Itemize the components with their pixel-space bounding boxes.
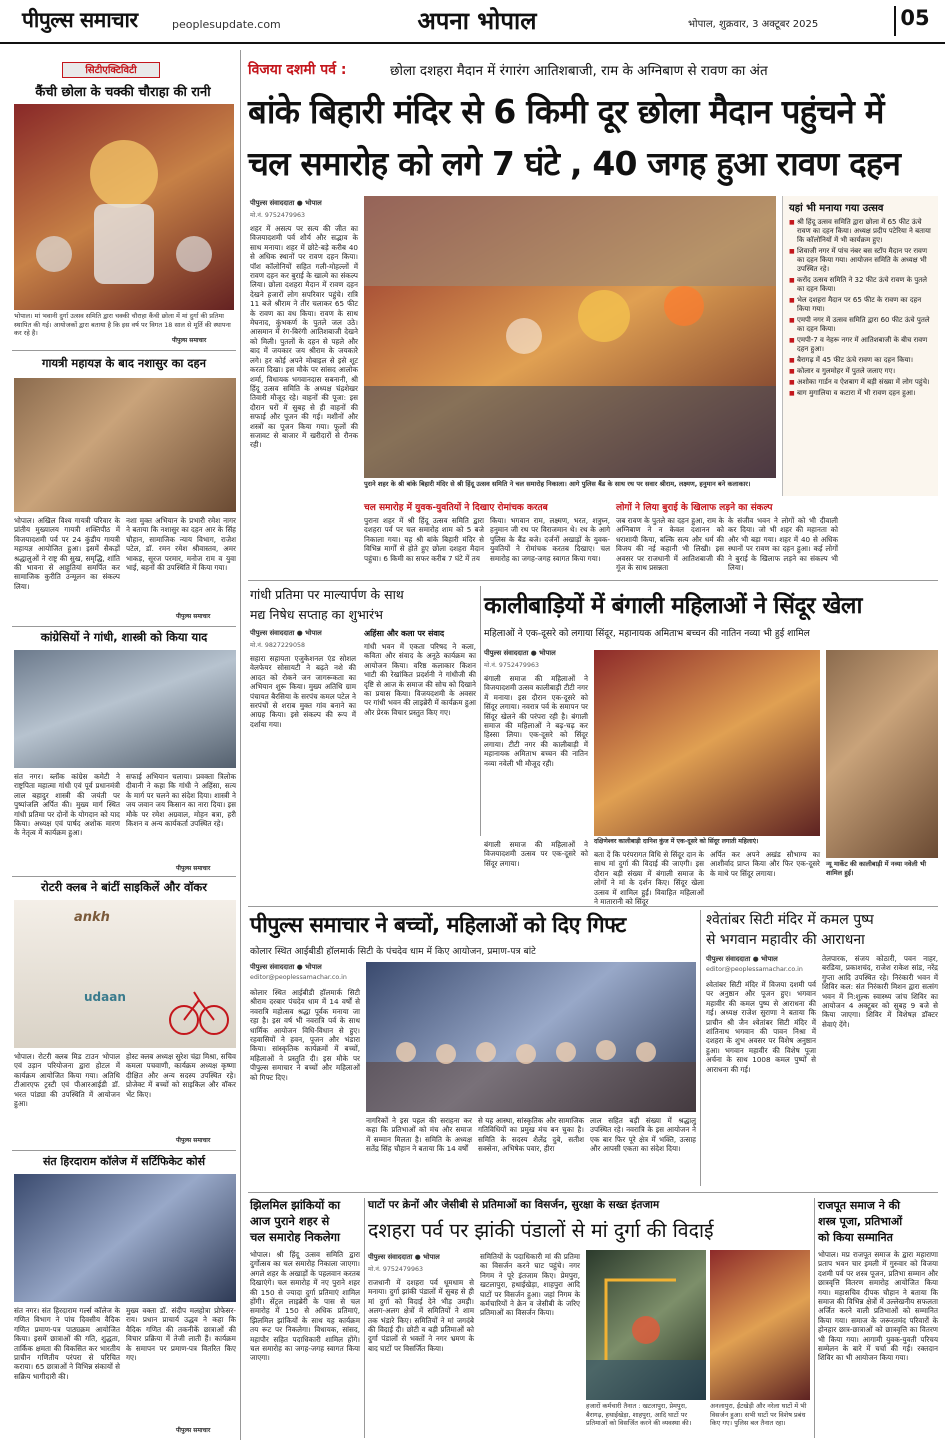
divider [12,876,236,877]
visarjan-caption-left: हजारों कर्मचारी तैनात : खटलापुरा, प्रेमपुरा, बैरागढ़, हथाईखेड़ा, शाहपुरा, आदि घाटों पर प्रतिमाओं को विसर्जित करने की व्यवस्था की। [586,1402,692,1427]
jain-headline-line2: से भगवान महावीर की आराधना [706,932,865,948]
page-number: 05 [894,6,934,36]
udaan-banner: udaan [84,990,126,1004]
lead-sub2-col2: के संजीव भवन ने लोगों को भी दीवाली कर दिया। जो भी शहर की महानता को और भी बड़ा गया। शहर में 40 से अधिक स्थानों पर रावण का दहन हुआ। कई लोगों ने बुराई के खिलाफ लड़ने का संकल्प भी लिया। [728,516,838,573]
lead-byline: पीपुल्स संवाददाता ● भोपाल [250,199,322,207]
visarjan-headline: दशहरा पर्व पर झांकी पंडालों से मां दुर्गा की विदाई [368,1219,714,1242]
gift-col1: कोलार स्थित आईबीडी हॉलमार्क सिटी श्रीराम दरबार पंचदेव धाम में 14 वर्षों से नवरात्रि महोत्सव श्रद्धा पूर्वक मनाया जा रहा है। इस वर्ष भी नवरात्रि पर्व के साथ धार्मिक आयोजन विधि-विधान से हुए। रहवासियों ने हवन, पूजन और भंडारा किया। सांस्कृतिक कार्यक्रमों में बच्चों, महिलाओं ने प्रस्तुति दी। इस मौके पर पीपुल्स समाचार ने बच्चों और महिलाओं को गिफ्ट दिए। [250,988,360,1082]
visarjan-photo-left [586,1250,706,1400]
sidebar-list-item: ■ करोंद उत्सव समिति ने 32 फीट ऊंचे रावण के पुतले का दहन किया। [789,276,932,294]
durga-idol-illustration [14,104,234,310]
sant-col2: मुख्य वक्ता डॉ. संदीप मलहोत्रा प्रोफेसर-राय। प्रधान प्राचार्य उद्धव ने कहा कि वैदिक गणित की तकनीकें छात्राओं की विचार प्रक्रिया में तेजी लाती हैं। कार्यक्रम के समापन पर प्रमाण-पत्र वितरित किए गए। [126,1306,236,1363]
gayatri-col1: भोपाल। अखिल विश्व गायत्री परिवार के प्रांतीय मुख्यालय गायत्री शक्तिपीठ में विजयादशमी पर्व पर 24 कुंडीय गायत्री महायज्ञ आयोजित हुआ। इसमें सैकड़ों श्रद्धालुओं ने राष्ट्र की सुख, समृद्धि, शांति की भावना से आहुतियां समर्पित कर सामाजिक कुरीति उन्मूलन का संकल्प लिया। [14,516,120,591]
kalibadi-strap: महिलाओं ने एक-दूसरे को लगाया सिंदूर, महानायक अमिताभ बच्चन की नातिन नव्या भी हुई शामिल [484,628,810,639]
gift-headline: पीपुल्स समाचार ने बच्चों, महिलाओं को दिए गिफ्ट [250,913,626,938]
rotary-byline: पीपुल्स समाचार [176,1137,211,1144]
rajput-body: भोपाल। मप्र राजपूत समाज के द्वारा महाराणा प्रताप भवन चार इमली में गुरुवार को विजया दशमी पर्व पर शस्त्र पूजन, प्रतिभा सम्मान और छात्रवृत्ति वितरण समारोह आयोजित किया गया। महासचिव दीपक चौहान ने बताया कि समाज की विभिन्न क्षेत्रों में उल्लेखनीय सफलता अर्जित करने वाली प्रतिभाओं को सम्मानित किया गया। समाज के जरूरतमंद परिवारों के होनहार छात्र-छात्राओं को छात्रवृत्ति का वितरण भी किया गया। आगामी युवक-युवती परिचय सम्मेलन के बारे में चर्चा की गई। रक्तदान शिविर का भी आयोजन किया गया। [818,1250,938,1363]
procession-illustration [364,196,776,478]
visarjan-mobile: मो.नं. 9752479963 [368,1266,423,1273]
kalibadi-byline: पीपुल्स संवाददाता ● भोपाल [484,649,556,657]
sidebar-list-item: ■ शिवाजी नगर में पांच नंबर बस स्टॉप मैदान पर रावण का दहन किया गया। आयोजन समिति के अध्यक्ष भी उपस्थित रहे। [789,247,932,274]
congress-byline: पीपुल्स समाचार [176,865,211,872]
column-divider [814,1198,815,1438]
sidebar-list-item: ■ कोलार व गुलमोहर में पुतले जलाए गए। [789,367,932,376]
kalibadi-col3: अर्पित कर अपने अखंड सौभाग्य का आशीर्वाद प्राप्त किया और फिर एक-दूसरे के माथे पर सिंदूर लगाया। [710,850,820,878]
ankh-banner: ankh [74,910,110,925]
gandhi-col1: सहारा सहायता एजुकेशनल एंड सोशल वेलफेयर सोसायटी ने बढ़ते नशे की आदत को रोकने जन जागरूकता का अभियान शुरू किया। मुख्य अतिथि ग्राम पंचायत बैरसिया के सरपंच कमल पटेल ने सरपंचों से शराब मुक्त गांव बनाने का आग्रह किया। इसे संकल्प की रूप में दर्शाया गया। [250,654,356,729]
lead-strap-row [248,60,938,82]
column-divider [240,50,241,1440]
kalibadi-mobile: मो.नं. 9752479963 [484,662,539,669]
sidebar-headline: यहां भी मनाया गया उत्सव [789,203,884,214]
divider [12,350,236,351]
section-title: अपना भोपाल [417,7,537,35]
gift-strap: कोलार स्थित आईबीडी हॉलमार्क सिटी के पंचदेव धाम में किए आयोजन, प्रमाण-पत्र बांटे [250,946,536,957]
city-activity-caption: भोपाल। मां भवानी दुर्गा उत्सव समिति द्वारा चक्की चौराहा कैंची छोला में मां दुर्गा की प्रतिमा स्थापित की गई। आयोजकों द्वारा बताया है कि इस वर्ष पर विगत 18 साल से मूर्ति की स्थापना कर रहे है। [14,312,231,337]
kalibadi-photo [594,650,820,836]
gandhi-headline-line2: मद्य निषेध सप्ताह का शुभारंभ [250,607,383,622]
congress-col1: संत नगर। ब्लॉक कांग्रेस कमेटी ने राष्ट्रपिता महात्मा गांधी एवं पूर्व प्रधानमंत्री लाल बहादुर शास्त्री की जयंती पर पुष्पांजलि अर्पित की। मुख्य मार्ग स्थित गांधी प्रतिमा पर दोनों के योगदान को याद किया। अध्यक्ष एवं पार्षद अशोक मारण के नेतृत्व में कार्यक्रम हुआ। [14,772,120,838]
sidebar-list-item: ■ भेल दशहरा मैदान पर 65 फीट के रावण का दहन किया गया। [789,296,932,314]
gift-email[interactable]: editor@peoplessamachar.co.in [250,974,347,981]
lead-photo [364,196,776,478]
lead-sub2-col1: जब रावण के पुतले का दहन हुआ, राम के अग्निबाण ने न केवल दशानन को धराशायी किया, बल्कि सत्य और धर्म की विजय की नई कहानी भी लिखी। इस अवसर पर राजधानी में आतिशबाजी की गूंज के साथ प्रसन्नता [616,516,724,573]
dateline: भोपाल, शुक्रवार, 3 अक्टूबर 2025 [688,19,819,30]
lead-kicker: विजया दशमी पर्व : [248,62,347,78]
rajput-headline-line2: शस्त्र पूजा, प्रतिभाओं [818,1215,903,1228]
lead-sub1-headline: चल समारोह में युवक-युवतियों ने दिखाए रोमांचक करतब [364,503,548,513]
gandhi-col2: गांधी भवन में एकता परिषद ने कला, कविता और संवाद के अनूठे कार्यक्रम का आयोजन किया। वरिष्ठ कलाकार किशन भाटी की रेखांकित प्रदर्शनी ने गांधीजी की दृष्टि से आज के समाज की सोच को दिखाने का प्रयास किया। विजयदशमी के अवसर पर गांधी भवन की लाइब्रेरी में कार्यक्रम हुआ और प्रेरक विचार प्रस्तुत किए गए। [364,642,476,717]
lead-headline-line1: बांके बिहारी मंदिर से 6 किमी दूर छोला मैदान पहुंचने में [248,92,884,131]
congress-col2: सफाई अभियान चलाया। प्रवक्ता त्रिलोक दीवानी ने कहा कि गांधी ने अहिंसा, सत्य के मार्ग पर चलने का संदेश दिया। शास्त्री ने जय जवान जय किसान का नारा दिया। इस मौके पर रमेश अग्रवाल, मोहन बत्रा, हरी किशन व अन्य कार्यकर्ता उपस्थित रहे। [126,772,236,829]
masthead [0,0,945,44]
column-divider [480,586,481,836]
gandhi-byline: पीपुल्स संवाददाता ● भोपाल [250,629,322,637]
kalibadi-col1: बंगाली समाज की महिलाओं ने विजयादशमी उत्सव कालीबाड़ी टीटी नगर में मनाया। इस दौरान एक-दूसरे को सिंदूर लगाया। नवरात्र पर्व के समापन पर सिंदूर खेलने की परंपरा रही है। बंगाली समाज की महिलाओं ने बढ़-चढ़ कर हिस्सा लिया। एक-दूसरे को सिंदूर लगाया। टीटी नगर की कालीबाड़ी में महानायक अमिताभ बच्चन की नातिन नव्या नवेली भी मौजूद रही। [484,674,588,768]
congress-headline: कांग्रेसियों ने गांधी, शास्त्री को किया याद [40,630,208,644]
rajput-headline-line1: राजपूत समाज ने की [818,1199,900,1212]
sidebar-list-item: ■ एमपी-7 व नेहरू नगर में आतिशबाजी के बीच रावण दहन हुआ। [789,336,932,354]
kalibadi-col2: बता दें कि परंपरागत विधि से सिंदूर दान के साथ मां दुर्गा की विदाई की जाएगी। इस दौरान बड़ी संख्या में बंगाली समाज के लोगों ने मां के दर्शन किए। सिंदूर खेला उत्सव में शामिल हुईं। विवाहित महिलाओं ने मातारानी को सिंदूर [594,850,704,907]
navya-photo [826,650,938,858]
gift-col2: नागरिकों ने इस पहल की सराहना कर कहा कि प्रतिभाओं को मंच और समाज में सम्मान मिलता है। समिति के अध्यक्ष सतेंद्र सिंह चौहान ने बताया कि 14 वर्षों [366,1116,472,1154]
rajput-headline-line3: को किया सम्मानित [818,1231,893,1244]
sant-headline: संत हिरदाराम कॉलेज में सर्टिफिकेट कोर्स [42,1155,206,1168]
column-divider [364,1198,365,1438]
rotary-col1: भोपाल। रोटरी क्लब मिड टाउन भोपाल एवं उड़ान परियोजना द्वारा होटल में कार्यक्रम आयोजित किया गया। अतिथि टीआरएफ ट्रस्टी एवं पीआरआईडी डॉ. भरत पांड्या की उपस्थिति में आयोजन हुआ। [14,1052,120,1109]
jain-col2: तेलपारक, संजय कोठारी, पवन नाहर, बरडिया, प्रकाशचंद, राजेश राकेश सांड, नरेंद्र गुप्ता आदि उपस्थित रहे। निरंकारी भवन में शिविर कल: संत निरंकारी मिशन द्वारा सत्संग भवन में नि:शुल्क स्वास्थ्य जांच शिविर का आयोजन 4 अक्टूबर को सुबह 9 बजे से किया जाएगा। शिविर में विशेषज्ञ डॉक्टर सेवाएं देंगे। [822,954,938,1029]
gandhi-col3: बंगाली समाज की महिलाओं ने विजयादशमी उत्सव पर एक-दूसरे को सिंदूर लगाया। [484,840,588,868]
lead-body: शहर में असत्य पर सत्य की जीत का विजयादशमी पर्व शौर्य और सद्भाव के साथ मनाया। शहर में छोटे-बड़े करीब 40 से अधिक स्थानों पर रावण दहन किया। पॉश कॉलोनियों सहित गली-मोहल्लों में रावण दहन कर बुराई के खात्मे का संकल्प लिया। छोला दशहरा मैदान में रावण दहन देखने हजारों लोग सपरिवार पहुंचे। रात्रि 11 बजे श्रीराम ने तीर चलाकर 65 फीट के रावण का वध किया। रावण के साथ मेघनाद, कुंभकर्ण के पुतले जल उठे। आसमान में रंग-बिरंगी आतिशबाजी देखने को मिली। पुतलों के दहन से पहले और बाद में जयकार जय श्रीराम के जयकारे लगे। हर कोई अपने मोबाइल से इसे शूट करता दिखा। इस मौके पर सांसद आलोक शर्मा, विधायक भगवानदास सबनानी, श्री हिंदू उत्सव समिति के अध्यक्ष चंद्रशेखर तिवारी मौजूद रहे। वाहनों की पूजा: इस दौरान घरों में सुबह से ही वाहनों की सफाई और पूजन की गई। मशीनों और शस्त्रों का पूजन किया गया। फूलों की सजावट से बाजार में खरीदारों से रौनक रही। [250,224,358,450]
visarjan-photo-right [710,1250,810,1400]
divider [12,1150,236,1151]
sidebar-list-item: ■ एमपी नगर में उत्सव समिति द्वारा 60 फीट ऊंचे पुतले का दहन किया। [789,316,932,334]
divider [248,1192,938,1193]
gayatri-byline: पीपुल्स समाचार [176,613,211,620]
lead-photo-caption: पुराने शहर के श्री बांके बिहारी मंदिर से श्री हिंदू उत्सव समिति ने चल समारोह निकाला। आगे पुलिस बैंड के साथ रथ पर सवार श्रीराम, लक्ष्मण, हनुमान बने कलाकार। [364,480,751,488]
lead-sub1-col2: किया। भगवान राम, लक्ष्मण, भरत, शत्रुघ्न, हनुमान जी रथ पर विराजमान थे। रथ के आगे पुलिस के बैंड बजे। दर्जनों अखाड़ों के युवक-युवतियों ने रोमांचक करतब दिखाए। चल समारोह का जगह-जगह स्वागत किया गया। [490,516,610,563]
lead-strap: छोला दशहरा मैदान में रंगारंग आतिशबाजी, राम के अग्निबाण से रावण का अंत [390,63,768,79]
jhanki-headline-line2: आज पुराने शहर से [250,1214,330,1228]
jhanki-body: भोपाल। श्री हिंदू उत्सव समिति द्वारा दुर्गोत्सव का चल समारोह निकाला जाएगा। अगले शहर के अखाड़ों के पहलवान करतब दिखाएंगे। चल समारोह में नए पुराने शहर की 150 से ज्यादा दुर्गा प्रतिमाएं शामिल होंगी। सेंट्रल लाइब्रेरी के पास से चल समारोह में 150 से अधिक प्रतिमाएं, झिलमिल झांकियों के साथ यह कार्यक्रम तय रूट पर निकलेगा। विधायक, सांसद, महापौर सहित पदाधिकारी शामिल होंगे। चल समारोह का जगह-जगह स्वागत किया जाएगा। [250,1250,360,1363]
sidebar-list-item: ■ श्री हिंदू उत्सव समिति द्वारा छोला में 65 फीट ऊंचे रावण का दहन किया। अध्यक्ष प्रदीप पटेरिया ने बताया कि कॉलोनियों में भी कार्यक्रम हुए। [789,218,932,245]
visarjan-col1: राजधानी में दशहरा पर्व धूमधाम से मनाया। दुर्गा झांकी पंडालों में सुबह से ही मां दुर्गा को विदाई देने भीड़ उमड़ी। अलग-अलग क्षेत्रों में समितियों ने शाम तक भंडारे किए। समितियों ने मां जगदंबे की विदाई दी। छोटी व बड़ी प्रतिमाओं को दुर्गा पंडालों से भक्तों ने नगर भ्रमण के बाद घाटों पर विसर्जित किया। [368,1278,474,1353]
gift-byline: पीपुल्स संवाददाता ● भोपाल [250,963,322,971]
gandhi-mobile: मो.नं. 9827229058 [250,642,305,649]
jain-email[interactable]: editor@peoplessamachar.co.in [706,966,803,973]
bicycle-icon [14,900,236,1048]
gift-col3: से यह आस्था, सांस्कृतिक और सामाजिक गतिविधियों का प्रमुख मंच बन चुका है। समिति के सदस्य शैलेंद्र दुबे, सतीश सक्सेना, अभिषेक पवार, हीरा [478,1116,584,1154]
sant-byline: पीपुल्स समाचार [176,1427,211,1434]
jhanki-headline-line3: चल समारोह निकलेगा [250,1230,340,1244]
sidebar-list-item: ■ बैरागढ़ में 45 फीट ऊंचे रावण का दहन किया। [789,356,932,365]
gandhi-col2-head: अहिंसा और कला पर संवाद [364,629,445,638]
navya-caption: न्यू मार्केट की कालीबाड़ी में नव्या नवेली भी शामिल हुईं। [826,860,927,877]
kalibadi-photo-caption: दक्षिणेश्वर कालीबाड़ी दानिश कुंज में एक-दूसरे को सिंदूर लगाती महिलाएं। [594,838,759,845]
lead-sidebar [782,196,938,496]
rotary-headline: रोटरी क्लब ने बांटीं साइकिलें और वॉकर [41,880,207,894]
kalibadi-headline: कालीबाड़ियों में बंगाली महिलाओं ने सिंदूर खेला [484,593,862,619]
city-activity-tag: सिटीएक्टिविटी [62,62,160,78]
lead-sub2-headline: लोगों ने लिया बुराई के खिलाफ लड़ने का संकल्प [616,503,773,513]
rotary-photo [14,900,236,1048]
visarjan-byline: पीपुल्स संवाददाता ● भोपाल [368,1253,440,1261]
rotary-col2: होस्ट क्लब अध्यक्ष सुरेश चंद्रा मिश्रा, सचिव कमला पचवाणी, कार्यक्रम अध्यक्ष कृष्णा दीक्षित और अन्य सदस्य उपस्थित रहे। प्रोजेक्ट में बच्चों को साइकिल और वॉकर भेंट किए। [126,1052,236,1099]
city-activity-headline: कैंची छोला के चक्की चौराहा की रानी [35,85,211,100]
congress-photo [14,650,236,768]
divider [248,906,938,907]
sant-photo [14,1174,236,1302]
newspaper-logo: पीपुल्स समाचार [22,8,138,32]
lead-headline-line2: चल समारोह को लगे 7 घंटे , 40 जगह हुआ रावण दहन [248,144,901,183]
city-activity-byline: पीपुल्स समाचार [172,337,207,344]
gift-photo [366,962,696,1112]
divider [248,580,938,581]
sant-col1: संत नगर। संत हिरदाराम गर्ल्स कॉलेज के गणित विभाग ने पांच दिवसीय वैदिक गणित प्रमाण-पत्र पाठ्यक्रम आयोजित किया। इसमें छात्राओं की गति, शुद्धता, तार्किक क्षमता की विकसित कर भारतीय प्राचीन गणितीय परंपरा से परिचित कराया। 65 छात्राओं ने विभिन्न संकायों से सक्रिय भागीदारी की। [14,1306,120,1381]
gayatri-photo [14,378,236,512]
sidebar-list-item: ■ अशोका गार्डन व ऐशबाग में बड़ी संख्या में लोग पहुंचे। [789,378,932,387]
website-url[interactable]: peoplesupdate.com [172,18,281,31]
jain-headline-line1: श्वेतांबर सिटी मंदिर में कमल पुष्प [706,912,874,928]
visarjan-caption-right: अनलापुरा, ईंटखेड़ी और नरेला घाटों में भी विसर्जन हुआ। सभी घाटों पर विशेष प्रबंध किए गए। पुलिस बल तैनात रहा। [710,1402,807,1427]
children-stage-illustration [366,962,696,1112]
sidebar-list-item: ■ बाग मुगालिया व कटारा में भी रावण दहन हुआ। [789,389,932,398]
gandhi-headline-line1: गांधी प्रतिमा पर माल्यार्पण के साथ [250,587,404,602]
divider [12,626,236,627]
gift-col4: लाल सहित बड़ी संख्या में श्रद्धालु उपस्थित रहे। नवरात्रि के इस आयोजन ने एक बार फिर पूरे क्षेत्र में भक्ति, उत्साह और आपसी एकता का संदेश दिया। [590,1116,696,1154]
gayatri-headline: गायत्री महायज्ञ के बाद नशासुर का दहन [41,356,207,370]
crane-illustration [586,1250,706,1400]
gayatri-col2: नशा मुक्त अभियान के प्रभारी रमेश नागर ने बताया कि नशासुर का दहन आर के सिंह चौहान, सामाजिक न्याय विभाग, राजेश पटेल, डॉ. रमन रमेश श्रीवास्तव, अमर भाकड़, सूरज परमार, मनोज राम व युवा भाई, बहनों की उपस्थिति में किया गया। [126,516,236,573]
sidebar-list [789,218,932,398]
jain-col1: श्वेतांबर सिटी मंदिर में विजया दशमी पर्व पर अनुष्ठान और पूजन हुए। भगवान महावीर की कमल पुष्प से आराधना की गई। अध्यक्ष राजेश सुराणा ने बताया कि प्राचीन श्री जैन श्वेतांबर सिटी मंदिर में शांतिनाथ भगवान की पावन निश्रा में दशहरा के शुभ अवसर पर विशेष अनुष्ठान हुआ। भगवान महावीर की विशेष पूजा अर्चना के साथ 1008 कमल पुष्पों से आराधना की गई। [706,980,816,1074]
lead-mobile: मो.नं. 9752479963 [250,212,305,219]
visarjan-kicker: घाटों पर क्रेनों और जेसीबी से प्रतिमाओं का विसर्जन, सुरक्षा के सख्त इंतजाम [368,1199,660,1211]
jhanki-headline-line1: झिलमिल झांकियों का [250,1198,341,1212]
lead-sub1-col1: पुराना शहर में श्री हिंदू उत्सव समिति द्वारा दशहरा पर्व पर चल समारोह शाम को 5 बजे निकाला गया। यह श्री बांके बिहारी मंदिर से विभिन्न मार्गों से होते हुए छोला दशहरा मैदान पहुंचा। 6 किमी का सफर करीब 7 घंटे में तय [364,516,484,563]
durga-idol-photo [14,104,234,310]
jain-byline: पीपुल्स संवाददाता ● भोपाल [706,955,778,963]
column-divider [700,910,701,1186]
visarjan-col2: समितियों के पदाधिकारी मां की प्रतिमा का विसर्जन करने घाट पहुंचे। नगर निगम ने पूरे इंतजाम किए। प्रेमपुरा, खटलापुरा, हथाईखेड़ा, शाहपुरा आदि घाटों पर विसर्जन हुआ। जहां निगम के कर्मचारियों ने क्रेन व जेसीबी के जरिए प्रतिमाओं का विसर्जन किया। [480,1252,580,1318]
